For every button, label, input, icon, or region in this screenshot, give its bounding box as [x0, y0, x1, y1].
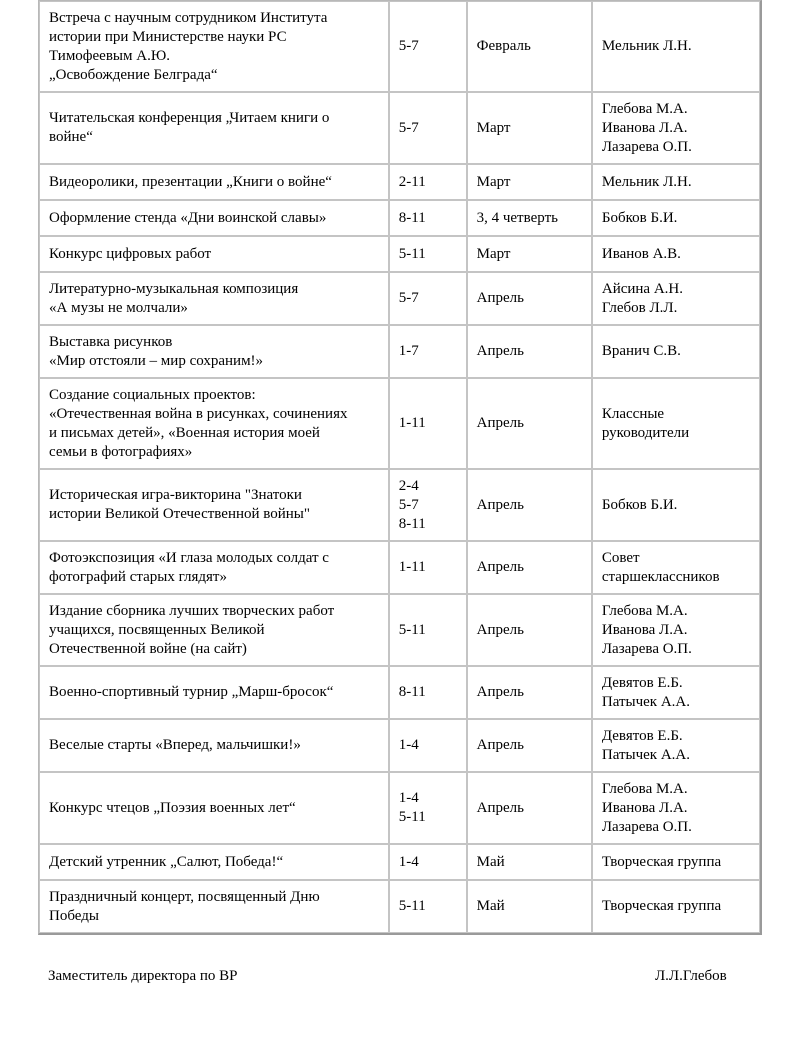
event-cell-line: «Отечественная война в рисунках, сочинениях: [49, 405, 348, 422]
table-row: [39, 469, 760, 541]
event-cell-line: Праздничный концерт, посвященный Дню: [49, 888, 320, 905]
grades-cell-line: 5-11: [398, 245, 426, 262]
responsible-cell-line: Лазарева О.П.: [601, 138, 692, 155]
responsible-cell-line: Иванов А.В.: [601, 245, 681, 262]
event-cell-line: семьи в фотографиях»: [49, 443, 193, 460]
event-cell: [39, 541, 389, 594]
event-cell: [39, 92, 389, 164]
date-cell: 3, 4 четверть: [467, 200, 592, 236]
event-cell-line: войне“: [49, 129, 93, 145]
responsible-cell-line: Лазарева О.П.: [601, 640, 692, 657]
event-cell: [39, 1, 389, 92]
grades-cell-line: 1-11: [398, 559, 426, 575]
responsible-cell-line: Девятов Е.Б.: [601, 727, 683, 744]
event-cell-line: Конкурс чтецов „Поэзия военных лет“: [49, 799, 296, 816]
date-cell: Апрель: [467, 378, 592, 469]
event-cell-line: Выставка рисунков: [49, 333, 173, 350]
responsible-cell-line: Патычек А.А.: [601, 746, 690, 763]
responsible-cell-line: Лазарева О.П.: [601, 818, 692, 835]
table-row: [39, 164, 760, 200]
date-cell: Апрель: [467, 272, 592, 325]
event-cell-line: Историческая игра-викторина "Знатоки: [49, 487, 302, 503]
responsible-cell: [592, 164, 760, 200]
responsible-cell-line: Патычек А.А.: [601, 693, 690, 710]
event-cell: [39, 469, 389, 541]
grades-cell: [389, 1, 467, 92]
responsible-cell-line: Бобков Б.И.: [601, 496, 678, 513]
grades-cell: [389, 272, 467, 325]
event-cell-line: Оформление стенда «Дни воинской славы»: [49, 209, 327, 226]
responsible-cell-line: Глебова М.А.: [601, 780, 688, 797]
event-cell-line: Конкурс цифровых работ: [49, 245, 212, 262]
event-cell: [39, 236, 389, 272]
event-cell-line: Тимофеевым А.Ю.: [49, 47, 170, 64]
events-table-body: [39, 1, 760, 933]
table-row: [39, 880, 760, 933]
event-cell-line: Детский утренник „Салют, Победа!“: [49, 853, 284, 870]
event-cell: [39, 378, 389, 469]
event-cell-line: Видеоролики, презентации „Книги о войне“: [49, 173, 332, 190]
grades-cell-line: 5-7: [398, 38, 419, 54]
responsible-cell-line: Иванова Л.А.: [601, 119, 688, 136]
event-cell-line: и письмах детей», «Военная история моей: [49, 424, 320, 441]
grades-cell: [389, 772, 467, 844]
date-cell: Апрель: [467, 469, 592, 541]
event-cell-line: истории Великой Отечественной войны": [49, 506, 311, 522]
event-cell-line: Военно-спортивный турнир „Марш-бросок“: [49, 684, 334, 700]
table-row: [39, 325, 760, 378]
responsible-cell: [592, 666, 760, 719]
events-table: [38, 0, 762, 935]
date-cell: Май: [467, 844, 592, 880]
event-cell: [39, 272, 389, 325]
grades-cell: [389, 844, 467, 880]
table-row: [39, 236, 760, 272]
footer-signature: Л.Л.Глебов: [655, 968, 727, 984]
event-cell-line: Издание сборника лучших творческих работ: [49, 602, 335, 619]
date-cell: Март: [467, 236, 592, 272]
table-row: [39, 772, 760, 844]
event-cell-line: „Освобождение Белграда“: [49, 66, 218, 83]
grades-cell: [389, 880, 467, 933]
responsible-cell-line: Творческая группа: [601, 853, 722, 870]
responsible-cell-line: Бобков Б.И.: [601, 209, 678, 226]
event-cell: [39, 200, 389, 236]
grades-cell-line: 8-11: [398, 684, 426, 700]
grades-cell-line: 8-11: [398, 515, 426, 532]
event-cell-line: Создание социальных проектов:: [49, 386, 256, 403]
responsible-cell-line: Глебова М.А.: [601, 602, 688, 619]
responsible-cell: [592, 272, 760, 325]
responsible-cell-line: Айсина А.Н.: [601, 280, 684, 297]
table-row: [39, 666, 760, 719]
date-cell: Март: [467, 164, 592, 200]
date-cell: Апрель: [467, 594, 592, 666]
event-cell-line: учащихся, посвященных Великой: [49, 621, 265, 638]
grades-cell-line: 1-11: [398, 415, 426, 431]
date-cell: Апрель: [467, 719, 592, 772]
grades-cell-line: 8-11: [398, 209, 426, 226]
grades-cell-line: 5-7: [398, 290, 419, 306]
table-row: [39, 378, 760, 469]
table-row: [39, 1, 760, 92]
responsible-cell-line: руководители: [601, 424, 690, 441]
table-row: [39, 844, 760, 880]
event-cell-line: «А музы не молчали»: [49, 299, 188, 316]
responsible-cell-line: старшеклассников: [601, 568, 720, 585]
grades-cell: [389, 325, 467, 378]
responsible-cell-line: Мельник Л.Н.: [601, 38, 692, 54]
responsible-cell: [592, 541, 760, 594]
date-cell: Апрель: [467, 666, 592, 719]
responsible-cell: [592, 325, 760, 378]
responsible-cell: [592, 469, 760, 541]
responsible-cell: [592, 719, 760, 772]
event-cell-line: Встреча с научным сотрудником Института: [49, 9, 328, 26]
date-cell: Апрель: [467, 541, 592, 594]
responsible-cell-line: Совет: [601, 549, 640, 566]
grades-cell-line: 1-7: [398, 343, 419, 359]
responsible-cell: [592, 92, 760, 164]
event-cell: [39, 719, 389, 772]
table-row: [39, 272, 760, 325]
event-cell: [39, 880, 389, 933]
responsible-cell-line: Вранич С.В.: [601, 343, 681, 359]
grades-cell: [389, 378, 467, 469]
date-cell: Апрель: [467, 325, 592, 378]
responsible-cell: [592, 378, 760, 469]
grades-cell: [389, 666, 467, 719]
table-row: [39, 92, 760, 164]
grades-cell-line: 1-4: [398, 737, 419, 753]
responsible-cell: [592, 200, 760, 236]
table-row: [39, 200, 760, 236]
grades-cell-line: 1-4: [398, 853, 419, 870]
responsible-cell-line: Девятов Е.Б.: [601, 674, 683, 691]
responsible-cell-line: Глебов Л.Л.: [601, 299, 678, 316]
date-cell: Май: [467, 880, 592, 933]
grades-cell-line: 2-4: [398, 477, 419, 494]
grades-cell: [389, 92, 467, 164]
grades-cell: [389, 200, 467, 236]
table-row: [39, 541, 760, 594]
event-cell-line: Литературно-музыкальная композиция: [49, 280, 299, 297]
grades-cell-line: 5-11: [398, 809, 426, 825]
date-cell: Март: [467, 92, 592, 164]
grades-cell: [389, 541, 467, 594]
event-cell-line: Отечественной войне (на сайт): [49, 640, 247, 657]
grades-cell: [389, 469, 467, 541]
responsible-cell: [592, 772, 760, 844]
grades-cell: [389, 236, 467, 272]
grades-cell: [389, 719, 467, 772]
grades-cell-line: 5-11: [398, 898, 426, 914]
event-cell: [39, 594, 389, 666]
responsible-cell-line: Классные: [601, 405, 665, 422]
responsible-cell-line: Мельник Л.Н.: [601, 173, 692, 190]
event-cell: [39, 666, 389, 719]
responsible-cell: [592, 880, 760, 933]
event-cell: [39, 772, 389, 844]
grades-cell-line: 5-7: [398, 119, 419, 136]
event-cell-line: фотографий старых глядят»: [49, 568, 227, 585]
footer-position: Заместитель директора по ВР: [48, 968, 238, 984]
grades-cell: [389, 594, 467, 666]
event-cell-line: Веселые старты «Вперед, мальчишки!»: [49, 737, 301, 753]
event-cell-line: Фотоэкспозиция «И глаза молодых солдат с: [49, 549, 329, 566]
responsible-cell-line: Глебова М.А.: [601, 100, 688, 117]
grades-cell-line: 1-4: [398, 790, 419, 806]
grades-cell: [389, 164, 467, 200]
event-cell: [39, 844, 389, 880]
event-cell: [39, 164, 389, 200]
responsible-cell: [592, 844, 760, 880]
event-cell-line: Читательская конференция „Читаем книги о: [49, 110, 330, 126]
responsible-cell: [592, 594, 760, 666]
grades-cell-line: 5-11: [398, 621, 426, 638]
date-cell: Апрель: [467, 772, 592, 844]
event-cell-line: Победы: [49, 907, 99, 924]
table-row: [39, 719, 760, 772]
responsible-cell-line: Иванова Л.А.: [601, 621, 688, 638]
event-cell: [39, 325, 389, 378]
grades-cell-line: 5-7: [398, 496, 419, 513]
grades-cell-line: 2-11: [398, 173, 426, 190]
table-row: [39, 594, 760, 666]
date-cell: Февраль: [467, 1, 592, 92]
responsible-cell-line: Творческая группа: [601, 898, 722, 914]
responsible-cell-line: Иванова Л.А.: [601, 799, 688, 816]
responsible-cell: [592, 1, 760, 92]
event-cell-line: истории при Министерстве науки РС: [49, 28, 287, 45]
responsible-cell: [592, 236, 760, 272]
event-cell-line: «Мир отстояли – мир сохраним!»: [49, 352, 264, 369]
